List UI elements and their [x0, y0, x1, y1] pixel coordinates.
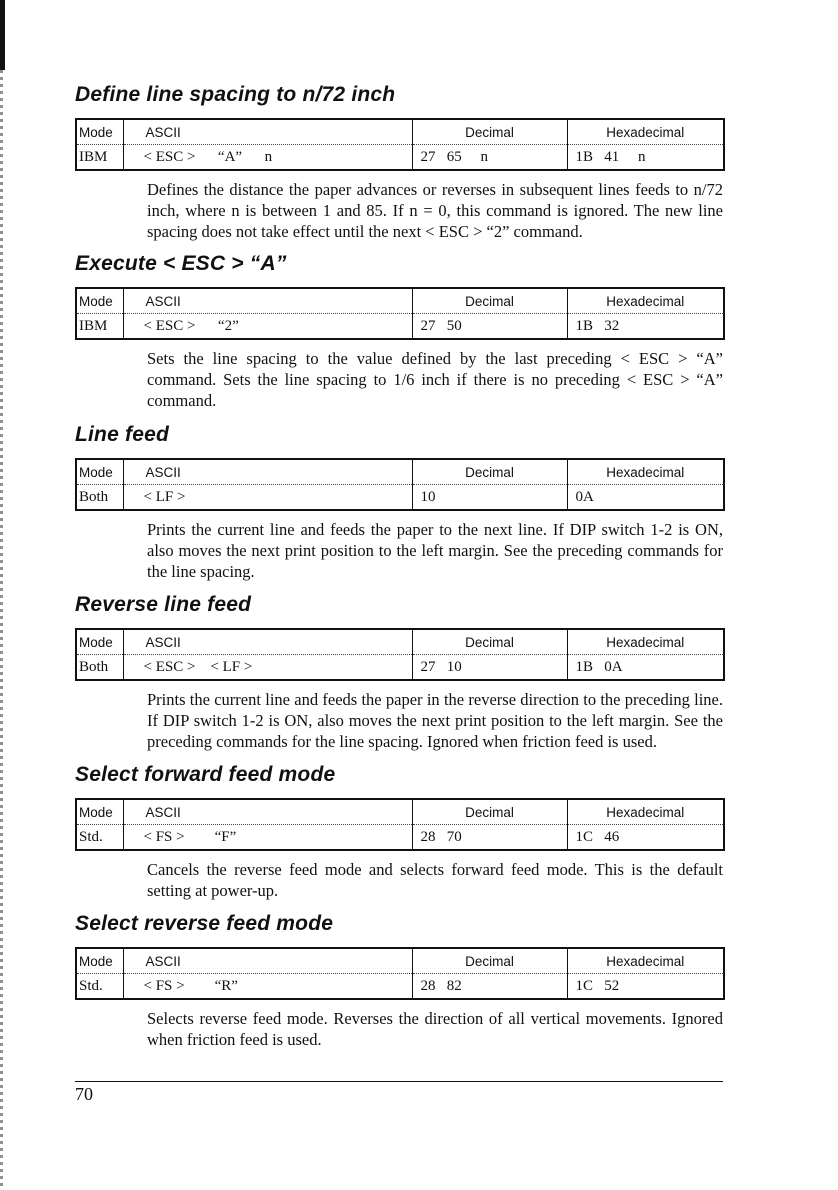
command-table [75, 798, 725, 851]
command-table [75, 458, 725, 511]
section-heading: Execute < ESC > “A” [75, 252, 287, 275]
ascii-cell: < LF > [123, 485, 412, 511]
hex-cell: 1B 41 n [567, 145, 724, 171]
command-table [75, 947, 725, 1000]
ascii-cell: < FS > “R” [123, 974, 412, 1000]
hex-header: Hexadecimal [567, 948, 724, 974]
table-row [76, 974, 724, 1000]
hex-cell: 1B 0A [567, 655, 724, 681]
decimal-cell: 27 50 [412, 314, 567, 340]
command-section [75, 911, 723, 1050]
hex-header: Hexadecimal [567, 288, 724, 314]
command-section [75, 251, 723, 411]
mode-cell: Std. [79, 828, 103, 845]
ascii-cell: < ESC > “A” n [123, 145, 412, 171]
table-header-row [76, 459, 724, 485]
command-section [75, 592, 723, 752]
binding-mark [0, 0, 5, 70]
section-heading: Select reverse feed mode [75, 912, 334, 935]
command-section [75, 762, 723, 901]
section-heading: Reverse line feed [75, 593, 252, 616]
command-table [75, 287, 725, 340]
table-header-row [76, 629, 724, 655]
mode-cell: IBM [79, 317, 108, 334]
ascii-header: ASCII [123, 799, 412, 825]
decimal-cell: 28 70 [412, 825, 567, 851]
page-number: 70 [75, 1084, 93, 1104]
table-header-row [76, 799, 724, 825]
hex-cell: 1B 32 [567, 314, 724, 340]
table-row [76, 825, 724, 851]
section-heading: Select forward feed mode [75, 763, 336, 786]
decimal-header: Decimal [412, 459, 567, 485]
mode-cell: Std. [79, 977, 103, 994]
mode-header: Mode [76, 948, 123, 974]
hex-header: Hexadecimal [567, 119, 724, 145]
decimal-header: Decimal [412, 629, 567, 655]
section-heading: Define line spacing to n/72 inch [75, 83, 396, 106]
decimal-cell: 10 [412, 485, 567, 511]
hex-cell: 1C 52 [567, 974, 724, 1000]
table-row [76, 485, 724, 511]
hex-cell: 1C 46 [567, 825, 724, 851]
mode-cell: Both [79, 488, 109, 505]
hex-header: Hexadecimal [567, 459, 724, 485]
footer-rule [75, 1081, 723, 1082]
decimal-cell: 27 65 n [412, 145, 567, 171]
table-row [76, 655, 724, 681]
mode-cell: Both [79, 658, 109, 675]
hex-header: Hexadecimal [567, 799, 724, 825]
section-description: Selects reverse feed mode. Reverses the direction of all vertical movements. Ignored when friction feed is used. [147, 1009, 723, 1049]
binding-edge [0, 0, 3, 1190]
command-section [75, 422, 723, 582]
hex-header: Hexadecimal [567, 629, 724, 655]
table-header-row [76, 119, 724, 145]
decimal-header: Decimal [412, 288, 567, 314]
command-table [75, 628, 725, 681]
mode-header: Mode [76, 119, 123, 145]
table-header-row [76, 288, 724, 314]
ascii-cell: < FS > “F” [123, 825, 412, 851]
ascii-header: ASCII [123, 288, 412, 314]
section-description: Sets the line spacing to the value defined by the last preceding < ESC > “A” command. Sets the line spacing to 1/6 inch if there is no preceding < ESC > “A” command. [147, 349, 723, 410]
ascii-cell: < ESC > < LF > [123, 655, 412, 681]
ascii-cell: < ESC > “2” [123, 314, 412, 340]
section-description: Prints the current line and feeds the paper to the next line. If DIP switch 1-2 is ON, also moves the next print position to the left margin. See the preceding commands for the line spacing. [147, 520, 723, 581]
section-description: Cancels the reverse feed mode and selects forward feed mode. This is the default setting at power-up. [147, 860, 723, 900]
mode-header: Mode [76, 459, 123, 485]
decimal-header: Decimal [412, 948, 567, 974]
section-description: Defines the distance the paper advances or reverses in subsequent lines feeds to n/72 inch, where n is between 1 and 85. If n = 0, this command is ignored. The new line spacing does not take effect until the next < ESC > “2” command. [147, 180, 723, 241]
section-heading: Line feed [75, 423, 169, 446]
mode-cell: IBM [79, 148, 108, 165]
mode-header: Mode [76, 288, 123, 314]
hex-cell: 0A [567, 485, 724, 511]
ascii-header: ASCII [123, 119, 412, 145]
command-section [75, 82, 723, 242]
ascii-header: ASCII [123, 629, 412, 655]
table-header-row [76, 948, 724, 974]
ascii-header: ASCII [123, 459, 412, 485]
ascii-header: ASCII [123, 948, 412, 974]
page-content [75, 82, 723, 1050]
mode-header: Mode [76, 799, 123, 825]
decimal-cell: 27 10 [412, 655, 567, 681]
command-table [75, 118, 725, 171]
decimal-cell: 28 82 [412, 974, 567, 1000]
decimal-header: Decimal [412, 119, 567, 145]
table-row [76, 145, 724, 171]
decimal-header: Decimal [412, 799, 567, 825]
mode-header: Mode [76, 629, 123, 655]
section-description: Prints the current line and feeds the paper in the reverse direction to the preceding line. If DIP switch 1-2 is ON, also moves the next print position to the left margin. See the preceding commands for the line spacing. Ignored when friction feed is used. [147, 690, 723, 751]
table-row [76, 314, 724, 340]
